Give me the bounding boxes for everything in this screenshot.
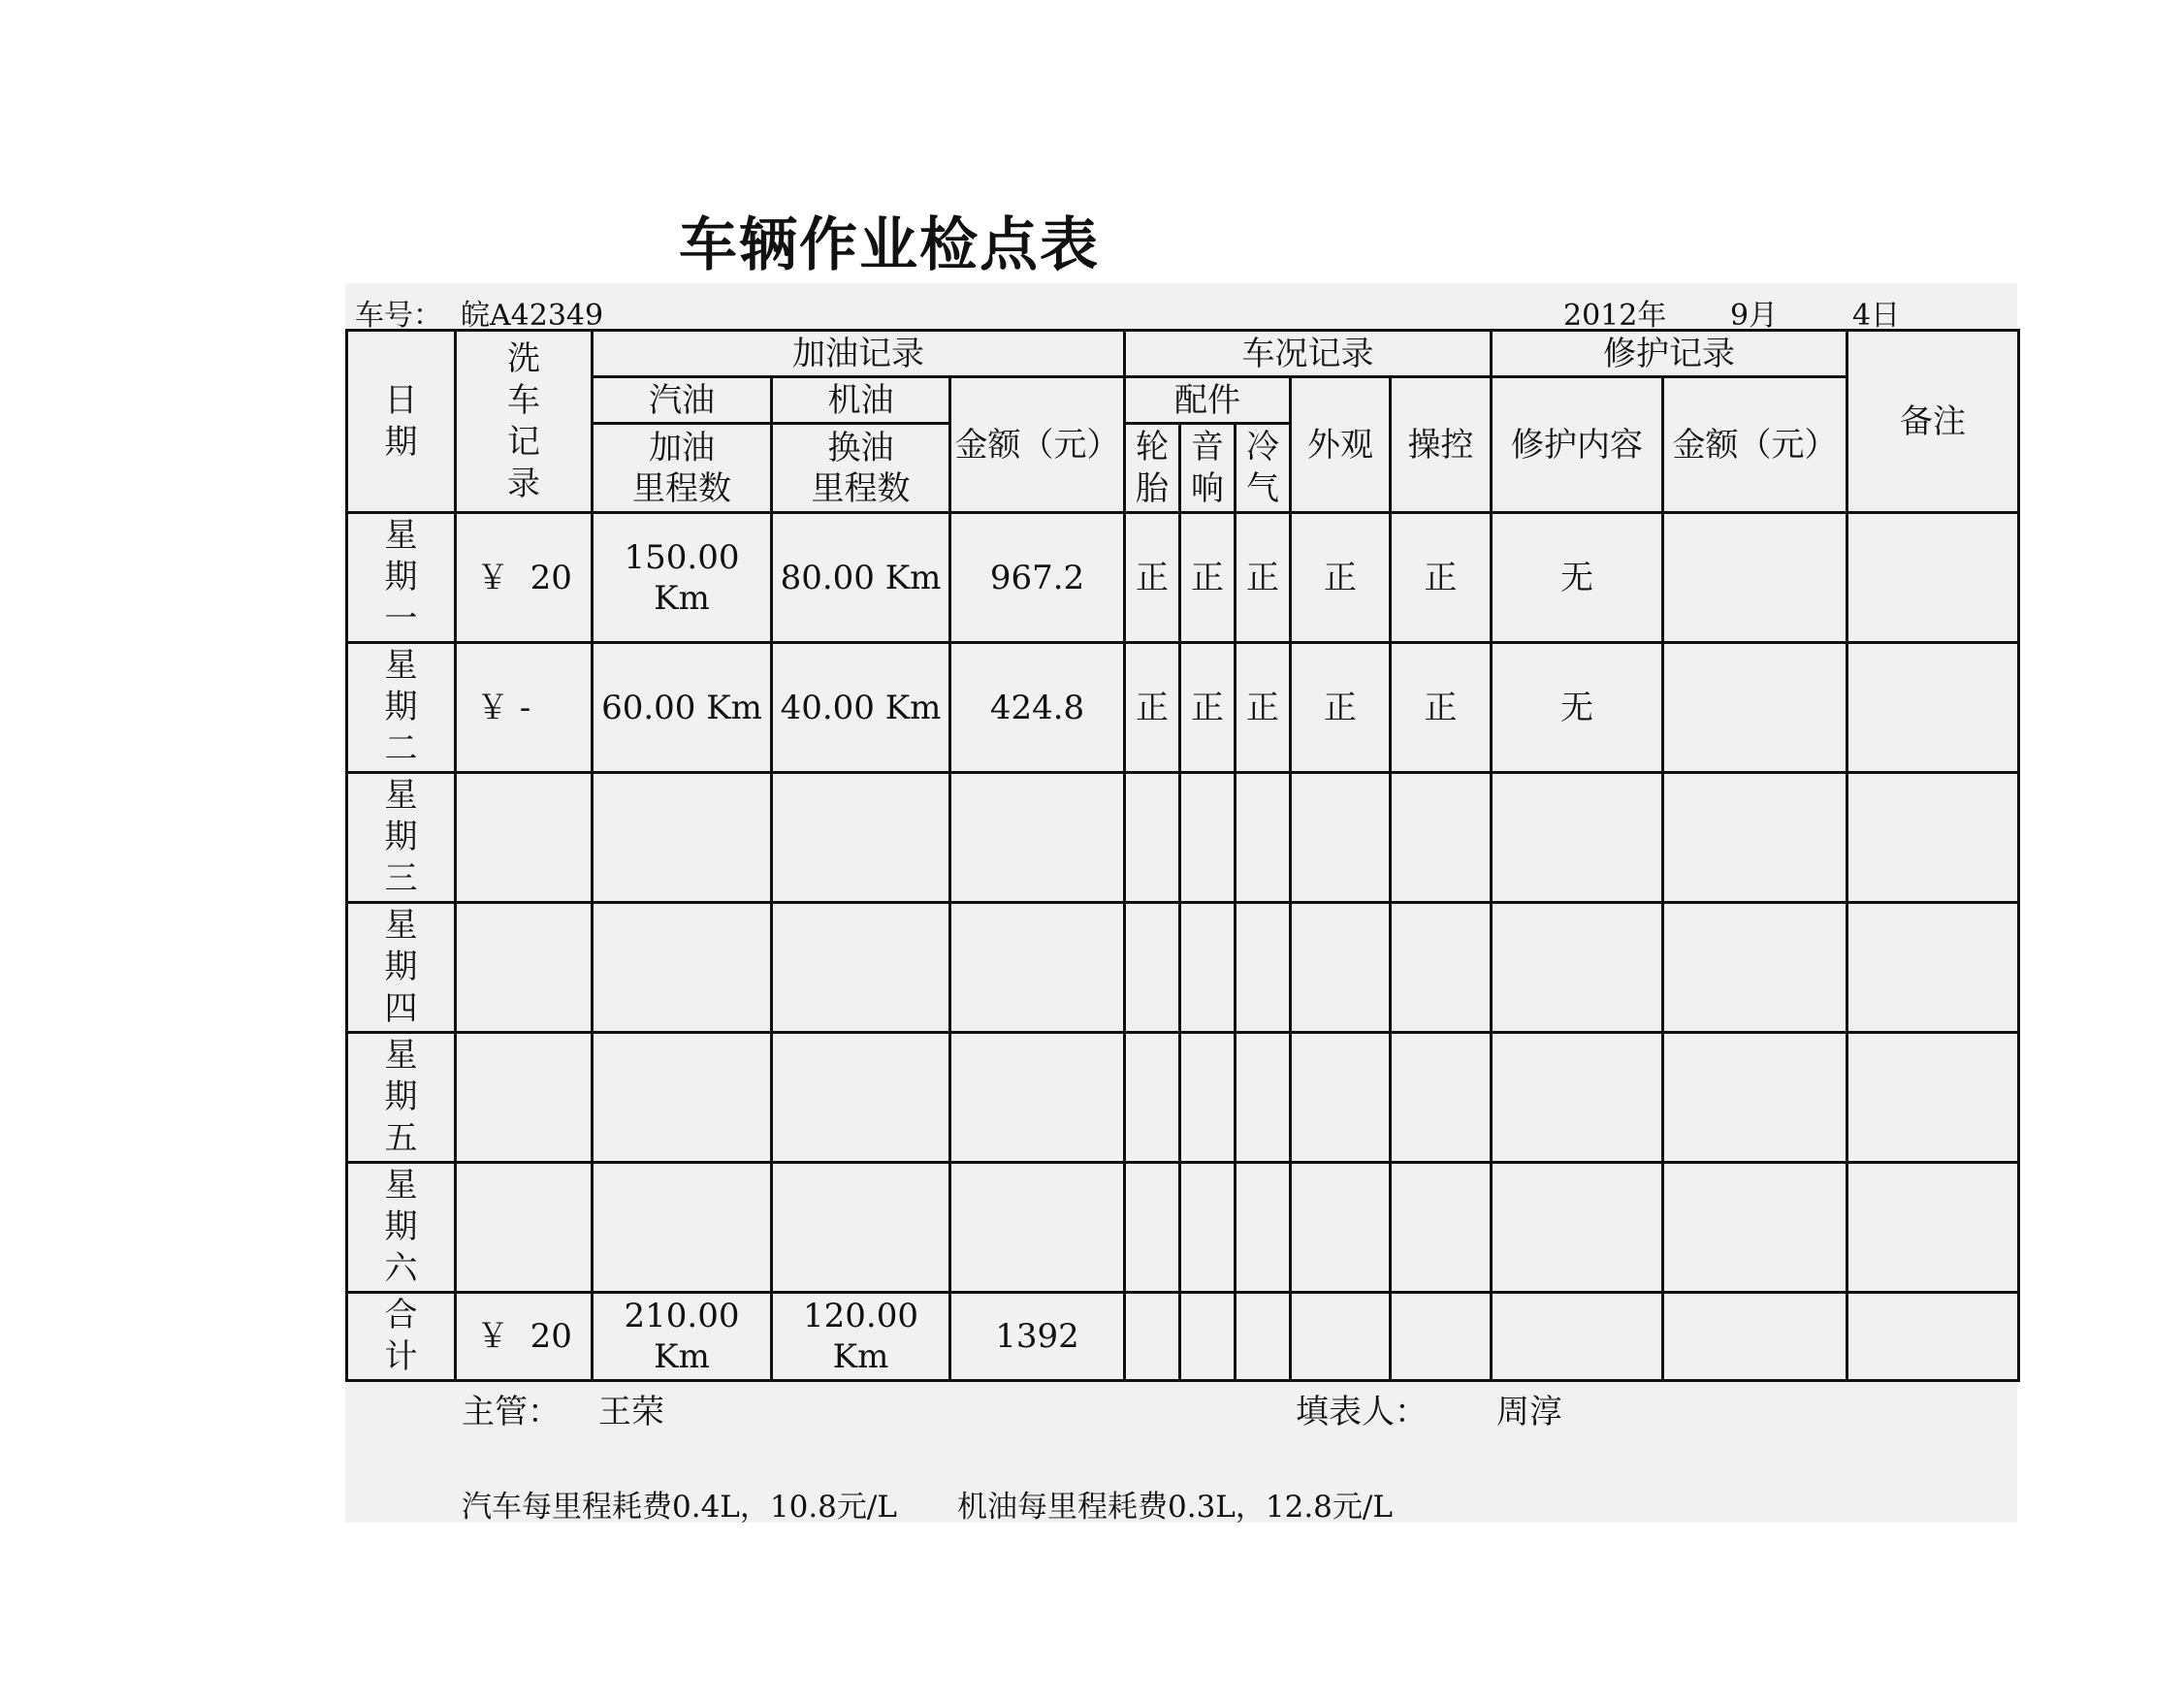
row-amount bbox=[950, 1163, 1125, 1293]
row-gas: 60.00 Km bbox=[593, 643, 772, 773]
date-day: 4日 bbox=[1852, 299, 1901, 333]
row-amount bbox=[950, 903, 1125, 1033]
table-row bbox=[347, 643, 2019, 773]
car-number-label: 车号： bbox=[355, 299, 442, 333]
row-appearance bbox=[1291, 773, 1391, 903]
header-oilchange-line1: 换油 bbox=[827, 428, 894, 467]
row-tire bbox=[1125, 903, 1180, 1033]
header-parts: 配件 bbox=[1125, 377, 1291, 424]
header-appearance: 外观 bbox=[1291, 377, 1391, 513]
row-control bbox=[1391, 1033, 1492, 1163]
date-year: 2012年 bbox=[1563, 299, 1667, 333]
total-audio bbox=[1180, 1293, 1236, 1381]
note-oil-consumption: 机油每里程耗费0.3L，12.8元/L bbox=[957, 1490, 1393, 1525]
row-control bbox=[1391, 773, 1492, 903]
row-repair-amount bbox=[1663, 903, 1847, 1033]
row-repair bbox=[1492, 773, 1663, 903]
table-row bbox=[347, 903, 2019, 1033]
total-row bbox=[347, 1293, 2019, 1381]
row-oil bbox=[772, 903, 950, 1033]
row-oil bbox=[772, 1033, 950, 1163]
row-repair bbox=[1492, 1163, 1663, 1293]
header-amount: 金额（元） bbox=[950, 377, 1125, 513]
row-amount bbox=[950, 773, 1125, 903]
row-amount: 424.8 bbox=[950, 643, 1125, 773]
row-tire bbox=[1125, 1033, 1180, 1163]
row-remark bbox=[1847, 903, 2019, 1033]
table-row bbox=[347, 1163, 2019, 1293]
row-appearance bbox=[1291, 1163, 1391, 1293]
row-aircon: 正 bbox=[1236, 513, 1291, 643]
row-aircon bbox=[1236, 903, 1291, 1033]
row-gas bbox=[593, 1033, 772, 1163]
row-gas bbox=[593, 1163, 772, 1293]
header-remark: 备注 bbox=[1847, 331, 2019, 513]
filler-name: 周淳 bbox=[1496, 1393, 1562, 1431]
row-audio bbox=[1180, 773, 1236, 903]
header-repair-amount: 金额（元） bbox=[1663, 377, 1847, 513]
table-row bbox=[347, 513, 2019, 643]
row-aircon bbox=[1236, 1163, 1291, 1293]
row-repair: 无 bbox=[1492, 513, 1663, 643]
row-control bbox=[1391, 903, 1492, 1033]
header-car-condition: 车况记录 bbox=[1125, 331, 1492, 377]
row-repair bbox=[1492, 903, 1663, 1033]
total-label: 合计 bbox=[347, 1293, 456, 1381]
row-aircon: 正 bbox=[1236, 643, 1291, 773]
note-car-consumption: 汽车每里程耗费0.4L，10.8元/L bbox=[462, 1490, 897, 1525]
total-remark bbox=[1847, 1293, 2019, 1381]
row-oil: 80.00 Km bbox=[772, 513, 950, 643]
row-audio: 正 bbox=[1180, 643, 1236, 773]
total-repair-amount bbox=[1663, 1293, 1847, 1381]
header-audio: 音响 bbox=[1180, 424, 1236, 513]
row-wash: ￥ - bbox=[456, 643, 593, 773]
header-oilchange-mileage bbox=[772, 424, 950, 513]
header-gasoline: 汽油 bbox=[593, 377, 772, 424]
row-amount: 967.2 bbox=[950, 513, 1125, 643]
row-appearance: 正 bbox=[1291, 513, 1391, 643]
date-month: 9月 bbox=[1730, 299, 1779, 333]
total-amount: 1392 bbox=[950, 1293, 1125, 1381]
row-remark bbox=[1847, 513, 2019, 643]
row-wash bbox=[456, 1163, 593, 1293]
row-tire: 正 bbox=[1125, 513, 1180, 643]
row-repair-amount bbox=[1663, 643, 1847, 773]
row-gas: 150.00 Km bbox=[593, 513, 772, 643]
row-tire: 正 bbox=[1125, 643, 1180, 773]
row-amount bbox=[950, 1033, 1125, 1163]
row-audio: 正 bbox=[1180, 513, 1236, 643]
row-repair-amount bbox=[1663, 1163, 1847, 1293]
table-row bbox=[347, 773, 2019, 903]
row-appearance: 正 bbox=[1291, 643, 1391, 773]
page-title: 车辆作业检点表 bbox=[679, 211, 1100, 279]
row-control: 正 bbox=[1391, 513, 1492, 643]
table-row bbox=[347, 1033, 2019, 1163]
row-audio bbox=[1180, 1163, 1236, 1293]
row-appearance bbox=[1291, 903, 1391, 1033]
total-aircon bbox=[1236, 1293, 1291, 1381]
row-day: 星期二 bbox=[347, 643, 456, 773]
total-appearance bbox=[1291, 1293, 1391, 1381]
row-day: 星期五 bbox=[347, 1033, 456, 1163]
row-day: 星期四 bbox=[347, 903, 456, 1033]
header-oilchange-line2: 里程数 bbox=[811, 468, 911, 508]
row-wash: ￥ 20 bbox=[456, 513, 593, 643]
total-wash: ￥ 20 bbox=[456, 1293, 593, 1381]
row-repair-amount bbox=[1663, 513, 1847, 643]
row-tire bbox=[1125, 1163, 1180, 1293]
row-gas bbox=[593, 903, 772, 1033]
inspection-table bbox=[345, 329, 2020, 1382]
row-gas bbox=[593, 773, 772, 903]
row-oil: 40.00 Km bbox=[772, 643, 950, 773]
row-remark bbox=[1847, 643, 2019, 773]
supervisor-name: 王荣 bbox=[598, 1393, 664, 1431]
header-engine-oil: 机油 bbox=[772, 377, 950, 424]
header-refuel-line2: 里程数 bbox=[632, 468, 731, 508]
row-day: 星期六 bbox=[347, 1163, 456, 1293]
total-tire bbox=[1125, 1293, 1180, 1381]
row-control bbox=[1391, 1163, 1492, 1293]
header-control: 操控 bbox=[1391, 377, 1492, 513]
row-remark bbox=[1847, 1033, 2019, 1163]
header-repair-content: 修护内容 bbox=[1492, 377, 1663, 513]
row-repair: 无 bbox=[1492, 643, 1663, 773]
row-tire bbox=[1125, 773, 1180, 903]
row-repair-amount bbox=[1663, 1033, 1847, 1163]
row-oil bbox=[772, 773, 950, 903]
header-date: 日期 bbox=[347, 331, 456, 513]
supervisor-label: 主管： bbox=[462, 1393, 561, 1431]
row-wash bbox=[456, 1033, 593, 1163]
total-control bbox=[1391, 1293, 1492, 1381]
row-remark bbox=[1847, 773, 2019, 903]
row-oil bbox=[772, 1163, 950, 1293]
total-repair bbox=[1492, 1293, 1663, 1381]
total-gas: 210.00 Km bbox=[593, 1293, 772, 1381]
row-day: 星期一 bbox=[347, 513, 456, 643]
row-wash bbox=[456, 773, 593, 903]
row-appearance bbox=[1291, 1033, 1391, 1163]
header-refuel-mileage bbox=[593, 424, 772, 513]
total-oil: 120.00 Km bbox=[772, 1293, 950, 1381]
header-fuel-record: 加油记录 bbox=[593, 331, 1125, 377]
row-remark bbox=[1847, 1163, 2019, 1293]
row-repair bbox=[1492, 1033, 1663, 1163]
filler-label: 填表人： bbox=[1296, 1393, 1428, 1431]
header-repair-record: 修护记录 bbox=[1492, 331, 1847, 377]
header-refuel-line1: 加油 bbox=[649, 428, 715, 467]
row-repair-amount bbox=[1663, 773, 1847, 903]
header-aircon: 冷气 bbox=[1236, 424, 1291, 513]
header-tire: 轮胎 bbox=[1125, 424, 1180, 513]
header-wash: 洗车记录 bbox=[456, 331, 593, 513]
row-aircon bbox=[1236, 773, 1291, 903]
row-audio bbox=[1180, 903, 1236, 1033]
car-number: 皖A42349 bbox=[461, 299, 604, 333]
row-control: 正 bbox=[1391, 643, 1492, 773]
row-aircon bbox=[1236, 1033, 1291, 1163]
row-day: 星期三 bbox=[347, 773, 456, 903]
row-wash bbox=[456, 903, 593, 1033]
row-audio bbox=[1180, 1033, 1236, 1163]
